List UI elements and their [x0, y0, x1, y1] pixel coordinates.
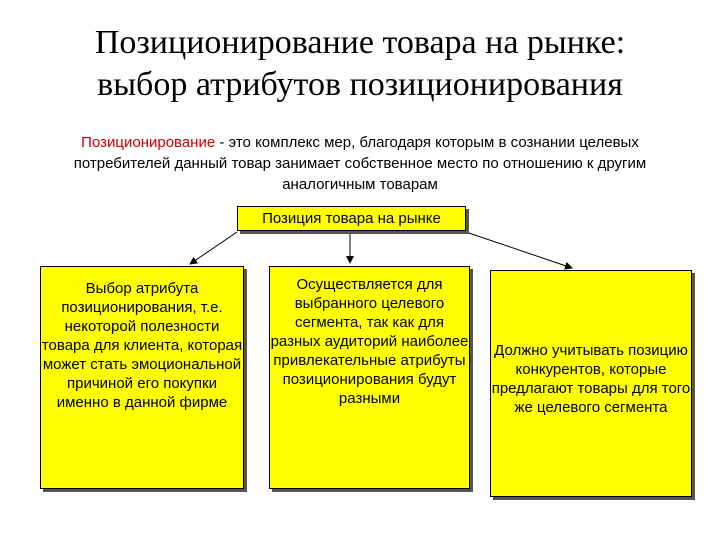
- arrow-to-box-3: [466, 232, 572, 268]
- market-position-box: Позиция товара на рынке: [237, 206, 466, 231]
- definition-body: - это комплекс мер, благодаря которым в сознании целевых потребителей данный товар занимает собственное место по отношению к другим аналогичным товарам: [73, 134, 647, 193]
- competitors-box: Должно учитывать позицию конкурентов, которые предлагают товары для того же целевого сегмента: [490, 270, 692, 497]
- attribute-choice-box: Выбор атрибута позиционирования, т.е. некоторой полезности товара для клиента, которая может стать эмоциональной причиной его покупки именно в данной фирме: [40, 266, 244, 489]
- title-line-2: выбор атрибутов позиционирования: [97, 66, 623, 103]
- definition-term: Позиционирование: [81, 134, 216, 151]
- title-line-1: Позиционирование товара на рынке:: [94, 24, 626, 61]
- target-segment-box: Осуществляется для выбранного целевого сегмента, так как для разных аудиторий наиболее привлекательные атрибуты позиционирования будут разными: [269, 266, 470, 489]
- arrow-to-box-1: [190, 232, 237, 264]
